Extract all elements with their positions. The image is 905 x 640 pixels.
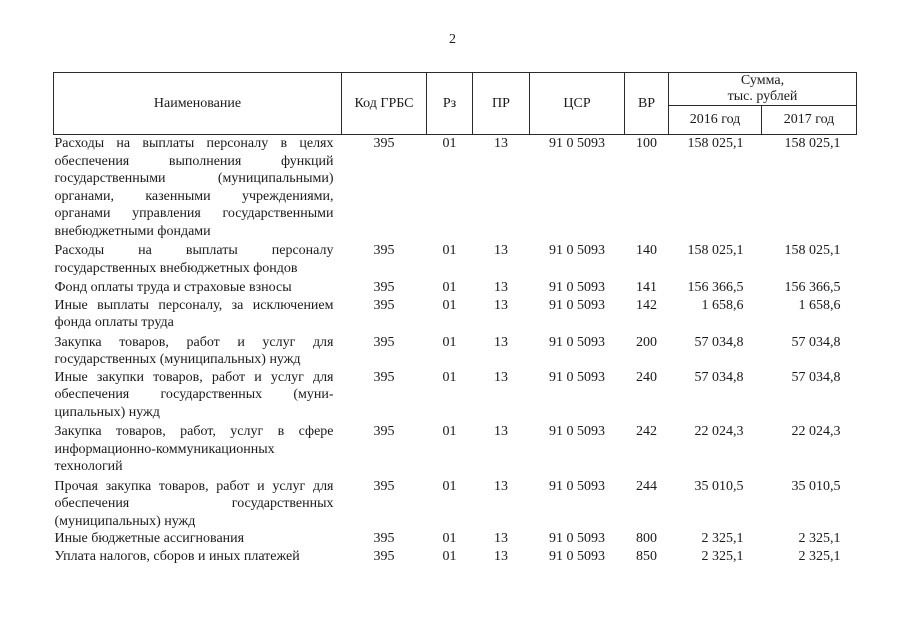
row-csr: 91 0 5093	[549, 548, 605, 564]
table-row	[54, 530, 857, 548]
col-header-grbs: Код ГРБС	[342, 73, 427, 135]
row-vr: 240	[636, 369, 657, 385]
row-pr: 13	[494, 243, 508, 258]
col-header-vr: ВР	[625, 73, 669, 135]
table-row	[54, 297, 857, 332]
table-row	[54, 421, 857, 476]
col-header-2016: 2016 год	[669, 106, 762, 135]
row-vr: 800	[636, 531, 657, 546]
row-sum-2016: 156 366,5	[687, 280, 744, 295]
table-row	[54, 277, 857, 297]
row-name: Уплата налогов, сборов и иных платежей	[54, 548, 300, 564]
row-vr: 142	[636, 297, 657, 313]
row-vr: 200	[636, 334, 657, 350]
row-rz: 01	[442, 424, 457, 439]
row-rz: 01	[442, 297, 457, 313]
row-sum-2016: 57 034,8	[694, 334, 744, 350]
row-name: Расходы на выплаты персоналу в целях обеспечения выполнения функций государственными (муниципальными) органами, казенными учреждениями, органами управления государственными внебюджетными фондами	[54, 136, 334, 239]
row-sum-2017: 156 366,5	[784, 280, 841, 295]
row-sum-2017: 2 325,1	[798, 548, 841, 564]
row-rz: 01	[442, 478, 457, 494]
row-csr: 91 0 5093	[549, 531, 605, 546]
row-pr: 13	[494, 334, 508, 350]
row-csr: 91 0 5093	[549, 369, 605, 385]
table-row	[54, 135, 857, 241]
row-grbs: 395	[373, 297, 395, 313]
table-row	[54, 240, 857, 277]
budget-table	[53, 72, 857, 565]
row-sum-2017: 35 010,5	[791, 478, 841, 494]
page-number: 2	[449, 32, 456, 47]
col-header-sum	[669, 73, 857, 106]
row-name: Иные выплаты персоналу, за исключением фонда оплаты труда	[54, 297, 334, 330]
row-grbs: 395	[373, 478, 395, 494]
row-rz: 01	[442, 334, 457, 350]
row-pr: 13	[494, 280, 508, 295]
row-sum-2017: 2 325,1	[798, 531, 841, 546]
row-sum-2016: 2 325,1	[701, 548, 744, 564]
row-vr: 850	[636, 548, 657, 564]
row-name: Иные закупки товаров, работ и услуг для обеспечения государственных (муни-ципальных) нужд	[54, 369, 334, 420]
row-csr: 91 0 5093	[549, 478, 605, 494]
row-pr: 13	[494, 424, 508, 439]
row-rz: 01	[442, 531, 457, 546]
row-pr: 13	[494, 297, 508, 313]
row-name: Закупка товаров, работ, услуг в сфере информационно-коммуникационных технологий	[54, 424, 334, 474]
row-sum-2017: 158 025,1	[784, 136, 841, 151]
col-header-name: Наименование	[54, 73, 342, 135]
row-sum-2016: 57 034,8	[694, 369, 744, 385]
table-row	[54, 476, 857, 531]
table-row	[54, 548, 857, 566]
row-grbs: 395	[373, 334, 395, 350]
row-csr: 91 0 5093	[549, 297, 605, 313]
sum-title-line2: тыс. рублей	[727, 89, 798, 104]
row-csr: 91 0 5093	[549, 243, 605, 258]
row-rz: 01	[442, 280, 457, 295]
row-vr: 140	[636, 243, 657, 258]
row-sum-2016: 158 025,1	[687, 136, 744, 151]
row-name: Закупка товаров, работ и услуг для государственных (муниципальных) нужд	[54, 334, 334, 367]
row-vr: 242	[636, 424, 657, 439]
row-grbs: 395	[373, 531, 395, 546]
row-sum-2017: 22 024,3	[791, 424, 841, 439]
table-row	[54, 369, 857, 422]
row-vr: 141	[636, 280, 657, 295]
row-sum-2016: 1 658,6	[701, 297, 744, 313]
row-rz: 01	[442, 548, 457, 564]
sum-title-line1: Сумма,	[740, 73, 785, 88]
row-grbs: 395	[373, 369, 395, 385]
row-pr: 13	[494, 531, 508, 546]
row-pr: 13	[494, 478, 508, 494]
row-grbs: 395	[373, 424, 395, 439]
row-rz: 01	[442, 243, 457, 258]
col-header-2017: 2017 год	[762, 106, 857, 135]
row-name: Фонд оплаты труда и страховые взносы	[54, 280, 292, 295]
table-row	[54, 332, 857, 369]
header-row	[54, 73, 857, 106]
row-vr: 100	[636, 136, 657, 151]
col-header-pr: ПР	[473, 73, 530, 135]
row-vr: 244	[636, 478, 657, 494]
row-sum-2016: 158 025,1	[687, 243, 744, 258]
row-grbs: 395	[373, 136, 395, 151]
row-grbs: 395	[373, 280, 395, 295]
row-name: Расходы на выплаты персоналу государственных внебюджетных фондов	[54, 243, 334, 276]
row-csr: 91 0 5093	[549, 424, 605, 439]
row-rz: 01	[442, 369, 457, 385]
col-header-rz: Рз	[427, 73, 473, 135]
row-sum-2016: 35 010,5	[694, 478, 744, 494]
col-header-csr: ЦСР	[530, 73, 625, 135]
row-pr: 13	[494, 136, 508, 151]
row-csr: 91 0 5093	[549, 136, 605, 151]
row-pr: 13	[494, 548, 508, 564]
row-grbs: 395	[373, 548, 395, 564]
row-csr: 91 0 5093	[549, 334, 605, 350]
row-rz: 01	[442, 136, 457, 151]
row-sum-2017: 158 025,1	[784, 243, 841, 258]
row-grbs: 395	[373, 243, 395, 258]
row-csr: 91 0 5093	[549, 280, 605, 295]
row-name: Прочая закупка товаров, работ и услуг для обеспечения государственных (муниципальных) нужд	[54, 478, 334, 529]
row-name: Иные бюджетные ассигнования	[54, 531, 245, 546]
row-sum-2017: 1 658,6	[798, 297, 841, 313]
row-sum-2017: 57 034,8	[791, 369, 841, 385]
row-sum-2016: 2 325,1	[701, 531, 744, 546]
row-pr: 13	[494, 369, 508, 385]
row-sum-2017: 57 034,8	[791, 334, 841, 350]
row-sum-2016: 22 024,3	[694, 424, 744, 439]
